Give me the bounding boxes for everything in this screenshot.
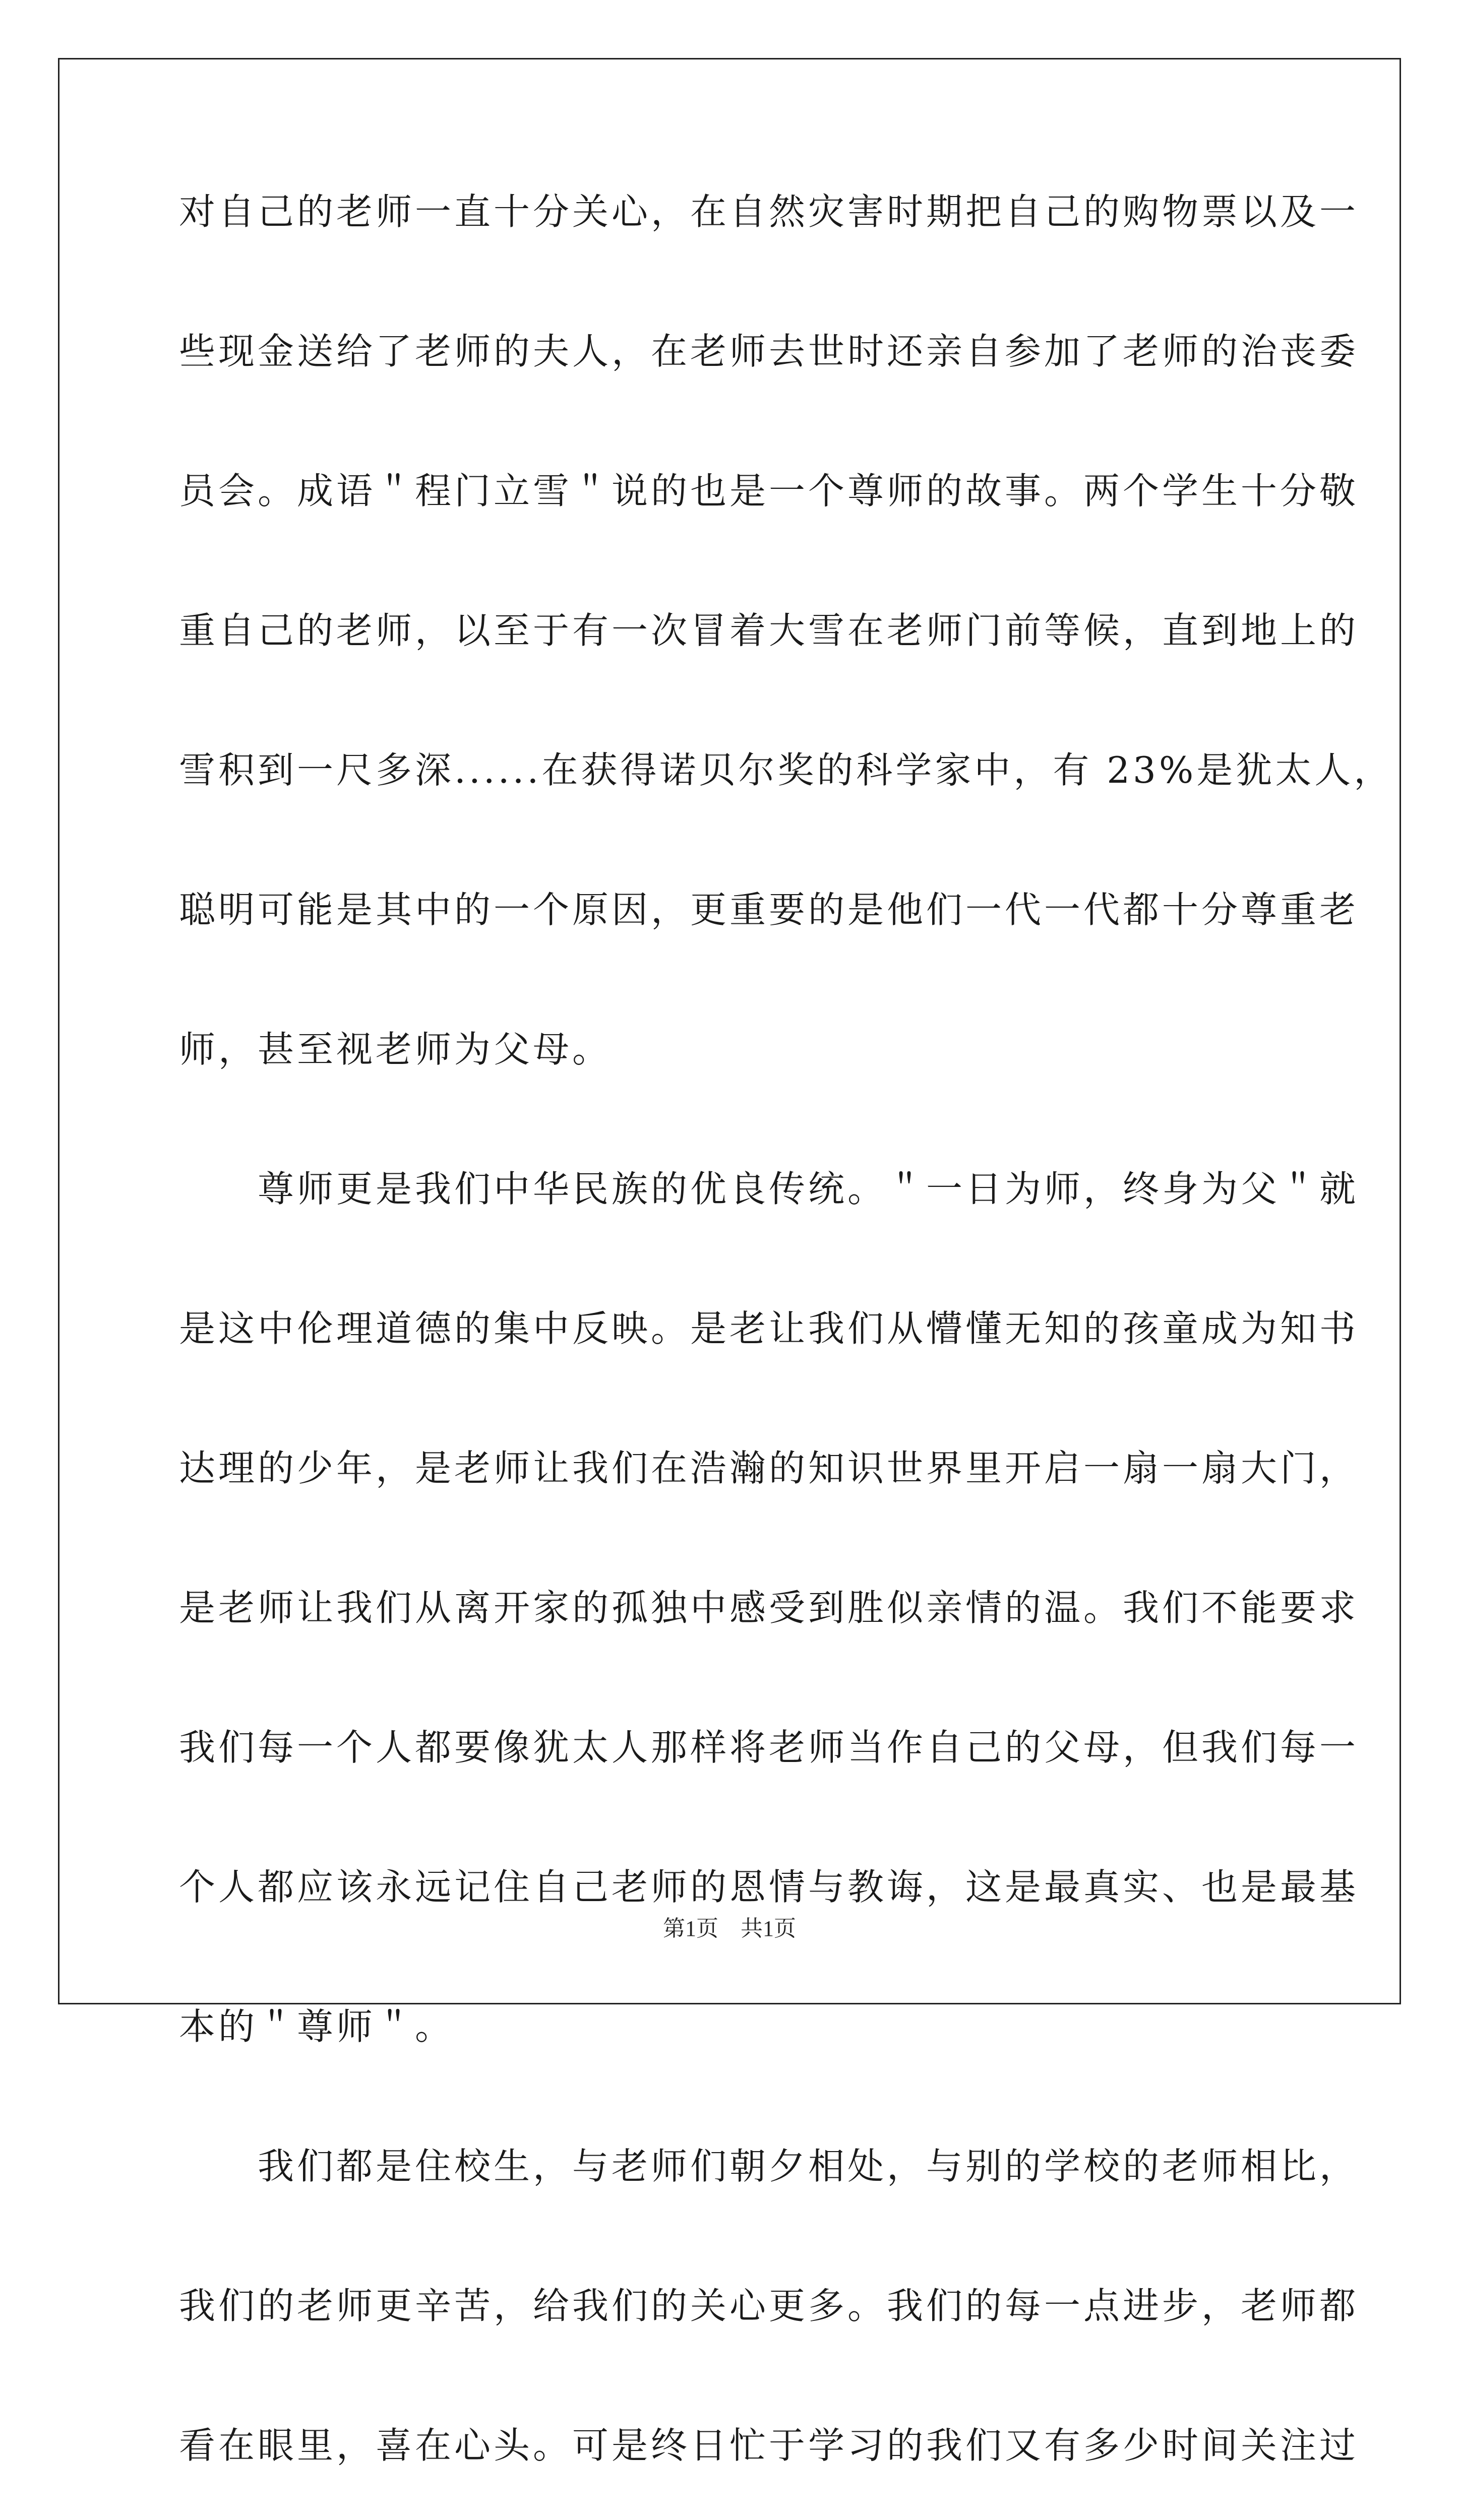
text-line: 我们每一个人都要像犹太人那样将老师当作自己的父母，但我们每一	[179, 1726, 1359, 1769]
text-line: 雪积到一尺多深......在获得诺贝尔奖的科学家中，有 23%是犹太人，	[179, 749, 1393, 791]
text-line: 员会。成语＂程门立雪＂说的也是一个尊师的故事。两个学生十分敬	[179, 470, 1359, 512]
document-body	[179, 186, 1393, 2520]
text-line: 本的＂尊师＂。	[179, 2005, 455, 2048]
text-line: 个人都应该永远记住自己老师的恩情与教诲，这是最真实、也是最基	[179, 1866, 1359, 1908]
text-line: 看在眼里，喜在心头。可是终日忙于学习的我们又有多少时间关注过	[179, 2424, 1359, 2467]
text-line: 是这中伦理道德的集中反映。是老让我们从懵懂无知的孩童成为知书	[179, 1307, 1359, 1350]
text-line: 重自己的老师，以至于有一次冒着大雪在老师门前等候，直到地上的	[179, 609, 1359, 652]
text-line: 达理的少年，是老师让我们在浩瀚的知识世界里开启一扇一扇大门，	[179, 1447, 1359, 1489]
text-line: 是老师让我们从离开家的孤独中感受到胜似亲情的温。我们不能要求	[179, 1587, 1359, 1629]
text-line: 我们的老师更辛苦，给我们的关心更多。我们的每一点进步，老师都	[179, 2285, 1359, 2327]
page-number-footer: 第1页 共1页	[663, 1916, 796, 1941]
text-line: 我们都是住校生，与老师们朝夕相处，与别的学校的老师相比，	[179, 2145, 1359, 2187]
text-line: 聪明可能是其中的一个原因，更重要的是他们一代一代都十分尊重老	[179, 889, 1359, 931]
text-line: 师，甚至视老师为父母。	[179, 1028, 612, 1070]
text-line: 些现金送给了老师的夫人，在老师去世时还亲自参加了老师的治丧委	[179, 330, 1359, 372]
text-line: 对自己的老师一直十分关心，在自然灾害时期把自己的购物票以及一	[179, 191, 1359, 233]
text-line: 尊师更是我们中华民族的优良传统。＂一日为师，终身为父＂就	[179, 1168, 1359, 1210]
